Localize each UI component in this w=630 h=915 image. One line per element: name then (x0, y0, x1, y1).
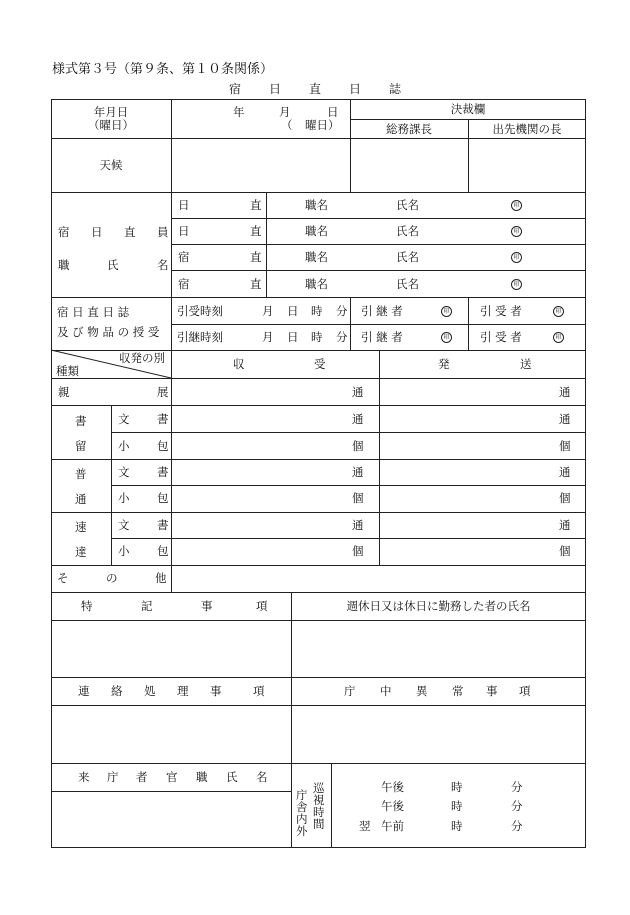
form-label: 氏名 (396, 277, 419, 291)
form-label: 通 (352, 412, 364, 426)
form-label: 時 (311, 304, 323, 318)
form-label: 日 (287, 330, 299, 344)
form-label: 間 (313, 817, 325, 831)
form-label: 常 (452, 684, 464, 698)
group-name: 通 (75, 492, 87, 506)
form-label: 異 (416, 684, 428, 698)
form-label: 通 (559, 412, 571, 426)
diag-top-label: 収発の別 (119, 351, 165, 365)
form-label: 個 (559, 491, 571, 505)
form-label: 引 受 者 (480, 304, 522, 318)
form-label: 引 継 者 (361, 330, 403, 344)
form-label: 職 (196, 770, 208, 784)
approval-col-general-affairs: 総務課長 (386, 122, 432, 136)
form-label: 個 (559, 544, 571, 558)
form-label: 氏名 (396, 224, 419, 238)
form-number: 様式第３号（第９条、第１０条関係） (52, 62, 274, 77)
form-label: 者 (136, 770, 148, 784)
approval-col-branch-head: 出先機関の長 (492, 122, 562, 136)
form-label: 他 (155, 571, 167, 585)
form-label: 員 (157, 225, 169, 239)
form-label: 通 (352, 385, 364, 399)
form-label: 庁 (344, 684, 356, 698)
form-label: 翌 (359, 819, 371, 833)
form-label: 文 (118, 518, 130, 532)
form-label: 項 (519, 684, 531, 698)
form-label: 職 (58, 258, 70, 272)
form-label: 処 (144, 684, 156, 698)
form-label: 事 (201, 599, 213, 613)
seal-icon: 印 (511, 200, 522, 211)
form-label: 特 (81, 599, 93, 613)
form-label: そ (57, 571, 69, 585)
form-label: 舎 (296, 800, 308, 814)
form-label: 分 (511, 819, 523, 833)
group-name: 速 (75, 520, 87, 534)
form-label: 通 (559, 518, 571, 532)
form-label: 時 (451, 819, 463, 833)
form-label: 直 (250, 198, 262, 212)
form-label: 中 (380, 684, 392, 698)
form-label: 官 (166, 770, 178, 784)
form-label: 小 (118, 491, 130, 505)
form-label: 親 (58, 385, 70, 399)
form-label: 絡 (111, 684, 123, 698)
form-label: 展 (157, 385, 169, 399)
form-label: 書 (157, 518, 169, 532)
visitors-field[interactable] (52, 792, 291, 848)
seal-icon: 印 (553, 306, 564, 317)
weekday-label: （曜日） (88, 118, 134, 132)
form-label: 個 (352, 544, 364, 558)
recv-col-2: 受 (314, 357, 326, 371)
form-label: 通 (559, 385, 571, 399)
form-label: 小 (118, 544, 130, 558)
form-label: 書 (157, 412, 169, 426)
form-label: 分 (511, 799, 523, 813)
seal-icon: 印 (511, 252, 522, 263)
form-label: 午前 (381, 819, 404, 833)
form-label: の (106, 571, 118, 585)
form-label: 直 (250, 277, 262, 291)
form-label: 分 (336, 330, 348, 344)
send-col-1: 発 (438, 357, 450, 371)
form-label: 包 (157, 439, 169, 453)
form-label: 分 (336, 304, 348, 318)
handover-label-line2: 及 び 物 品 の 授 受 (57, 325, 160, 339)
month-label: 月 (279, 105, 291, 119)
approval-label: 決裁欄 (450, 102, 486, 116)
date-field[interactable] (172, 100, 350, 138)
form-label: 巡 (313, 781, 325, 795)
weekday-close: 曜日） (305, 118, 340, 132)
form-label: 日 (178, 198, 190, 212)
group-name: 留 (75, 439, 87, 453)
form-label: 庁 (296, 788, 308, 802)
form-label: 時 (451, 799, 463, 813)
form-label: 通 (559, 465, 571, 479)
form-label: 直 (250, 250, 262, 264)
approval-field-branch-head[interactable] (469, 139, 586, 192)
form-label: 来 (78, 770, 90, 784)
form-label: 小 (118, 439, 130, 453)
form-label: 氏 (226, 770, 238, 784)
form-label: 午後 (381, 780, 404, 794)
form-label: 時 (451, 780, 463, 794)
form-title: 宿 日 直 日 誌 (228, 82, 402, 96)
form-label: 氏名 (396, 198, 419, 212)
form-label: 庁 (107, 770, 119, 784)
form-label: 宿 (178, 250, 190, 264)
form-label: 個 (352, 439, 364, 453)
form-label: 書 (157, 465, 169, 479)
form-label: 時 (313, 805, 325, 819)
form-label: 記 (141, 599, 153, 613)
form-label: 職名 (305, 198, 328, 212)
holiday-workers-header: 週休日又は休日に勤務した者の氏名 (346, 599, 531, 613)
form-label: 日 (91, 225, 103, 239)
send-col-2: 送 (520, 357, 532, 371)
special-notes-field[interactable] (52, 621, 291, 677)
form-label: 文 (118, 465, 130, 479)
seal-icon: 印 (511, 226, 522, 237)
form-label: 個 (559, 439, 571, 453)
form-label: 分 (511, 780, 523, 794)
seal-icon: 印 (441, 306, 452, 317)
form-label: 氏名 (396, 250, 419, 264)
form-label: 内 (296, 812, 308, 826)
form-label: 直 (124, 225, 136, 239)
group-name: 書 (75, 414, 87, 428)
form-label: 引継時刻 (177, 330, 223, 344)
weekday-open: （ (281, 118, 293, 132)
form-label: 項 (256, 599, 268, 613)
form-label: 通 (352, 465, 364, 479)
form-label: 外 (296, 824, 308, 838)
form-label: 氏 (107, 258, 119, 272)
form-label: 引受時刻 (177, 304, 223, 318)
form-label: 日 (287, 304, 299, 318)
form-label: 直 (250, 224, 262, 238)
seal-icon: 印 (511, 279, 522, 290)
form-label: 職名 (305, 250, 328, 264)
form-label: 日 (178, 224, 190, 238)
diag-bottom-label: 種類 (56, 364, 79, 378)
form-label: 宿 (58, 225, 70, 239)
liaison-field[interactable] (52, 706, 291, 763)
form-label: 視 (313, 793, 325, 807)
form-label: 事 (486, 684, 498, 698)
form-label: 包 (157, 544, 169, 558)
form-label: 事 (210, 684, 222, 698)
form-label: 時 (311, 330, 323, 344)
seal-icon: 印 (553, 332, 564, 343)
form-label: 項 (253, 684, 265, 698)
form-label: 月 (262, 330, 274, 344)
form-label: 引 受 者 (480, 330, 522, 344)
group-name: 普 (75, 467, 87, 481)
seal-icon: 印 (441, 332, 452, 343)
form-label: 引 継 者 (361, 304, 403, 318)
weather-field[interactable] (172, 139, 350, 192)
approval-field-general-affairs[interactable] (351, 139, 468, 192)
form-label: 通 (352, 518, 364, 532)
day-label: 日 (327, 105, 339, 119)
abnormal-field[interactable] (292, 706, 586, 763)
form-label: 名 (157, 258, 169, 272)
form-label: 文 (118, 412, 130, 426)
holiday-workers-field[interactable] (292, 621, 586, 677)
form-label: 個 (352, 491, 364, 505)
form-label: 職名 (305, 277, 328, 291)
form-label: 名 (256, 770, 268, 784)
weather-label: 天候 (99, 158, 123, 172)
form-label: 職名 (305, 224, 328, 238)
group-name: 達 (75, 545, 87, 559)
year-label: 年 (233, 105, 245, 119)
form-label: 理 (177, 684, 189, 698)
form-label: 月 (262, 304, 274, 318)
form-label: 午後 (381, 799, 404, 813)
form-label: 包 (157, 491, 169, 505)
date-label: 年月日 (93, 105, 129, 119)
handover-label-line1: 宿 日 直 日 誌 (57, 305, 130, 319)
recv-col-1: 収 (233, 357, 245, 371)
form-label: 宿 (178, 277, 190, 291)
form-label: 連 (78, 684, 90, 698)
